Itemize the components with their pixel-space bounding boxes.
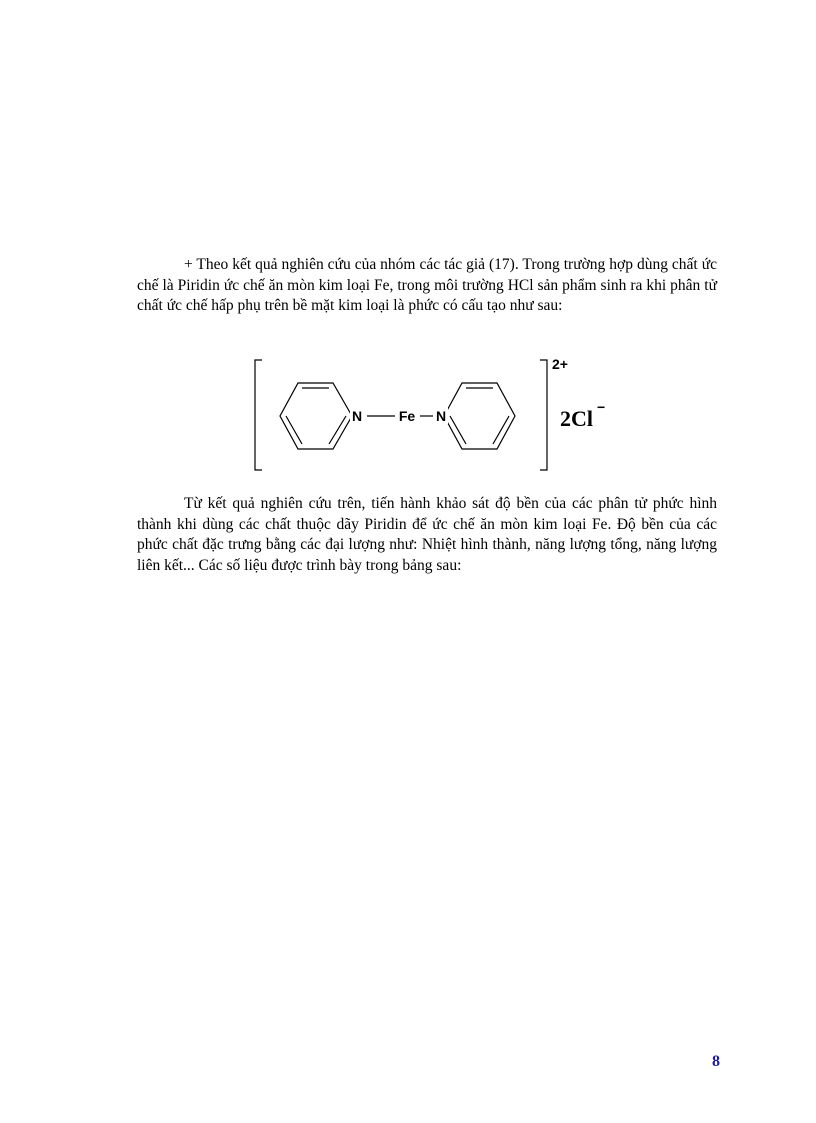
- right-pyridine-ring: [444, 383, 515, 449]
- counter-ion-charge: −: [597, 399, 606, 415]
- left-bracket: [255, 360, 262, 470]
- pyridine-fe-complex-structure: [240, 350, 620, 480]
- atom-n-left: N: [351, 408, 363, 424]
- paragraph-followup: Từ kết quả nghiên cứu trên, tiến hành khảo sát độ bền của các phân tử phức hình thành khi dùng các chất thuộc dãy Piridin để ức chế ăn mòn kim loại Fe. Độ bền của các phức chất đặc trưng bằng các đại lượng như: Nhiệt hình thành, năng lượng tổng, năng lượng liên kết... Các số liệu được trình bày trong bảng sau:: [137, 495, 717, 574]
- complex-charge: 2+: [552, 356, 568, 372]
- counter-ion: 2Cl: [560, 406, 593, 431]
- right-bracket: [540, 360, 547, 470]
- page-number: 8: [712, 1053, 720, 1070]
- complex-structure-diagram: [240, 350, 620, 480]
- left-pyridine-ring: [280, 383, 352, 449]
- atom-fe: Fe: [398, 408, 416, 424]
- atom-n-right: N: [435, 408, 447, 424]
- paragraph-intro: + Theo kết quả nghiên cứu của nhóm các tác giả (17). Trong trường hợp dùng chất ức chế là Piridin ức chế ăn mòn kim loại Fe, trong môi trường HCl sản phẩm sinh ra khi phân tử chất ức chế hấp phụ trên bề mặt kim loại là phức có cấu tạo như sau:: [137, 256, 717, 314]
